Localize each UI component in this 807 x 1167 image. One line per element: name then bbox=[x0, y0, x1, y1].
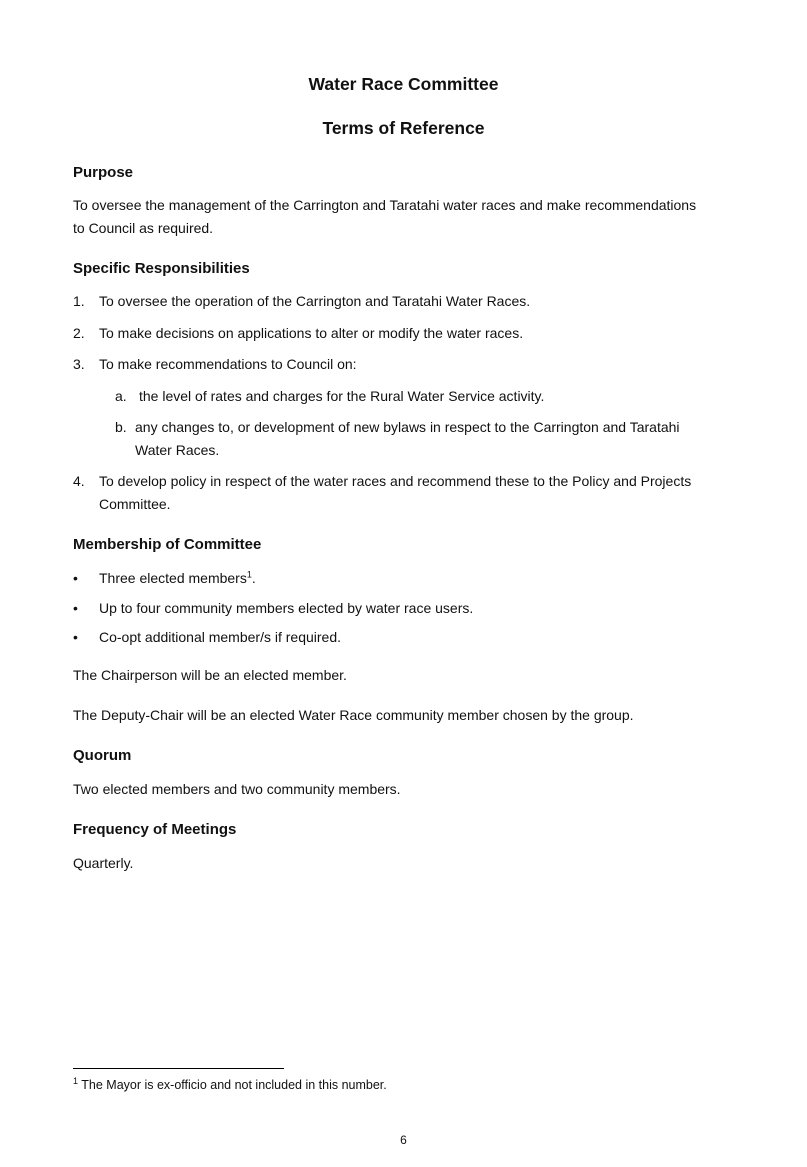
frequency-heading: Frequency of Meetings bbox=[73, 821, 237, 838]
footnote bbox=[73, 1075, 387, 1092]
page-number: 6 bbox=[400, 1133, 407, 1147]
sub-list-text: the level of rates and charges for the Rural Water Service activity. bbox=[139, 388, 545, 404]
list-number: 3. bbox=[73, 356, 85, 372]
purpose-line-1: To oversee the management of the Carrington and Taratahi water races and make recommendations bbox=[73, 197, 697, 213]
footnote-mark: 1 bbox=[73, 1075, 79, 1086]
purpose-heading: Purpose bbox=[73, 164, 134, 181]
footnote-text: The Mayor is ex-officio and not included in this number. bbox=[78, 1078, 387, 1092]
quorum-text: Two elected members and two community members. bbox=[73, 781, 401, 797]
list-text: To make recommendations to Council on: bbox=[99, 356, 357, 372]
bullet-text-end: . bbox=[251, 570, 256, 586]
footnote-reference[interactable]: 1 bbox=[246, 569, 252, 580]
quorum-heading: Quorum bbox=[73, 747, 132, 764]
footnote-separator bbox=[73, 1068, 284, 1069]
bullet-icon: • bbox=[73, 600, 78, 616]
bullet-text bbox=[99, 567, 256, 590]
bullet-icon: • bbox=[73, 570, 78, 586]
frequency-text: Quarterly. bbox=[73, 855, 134, 871]
bullet-text-main: Three elected members bbox=[99, 570, 247, 586]
list-number: 1. bbox=[73, 293, 85, 309]
deputy-chair-text: The Deputy-Chair will be an elected Water Race community member chosen by the group. bbox=[73, 707, 634, 723]
sub-list-text-cont: Water Races. bbox=[135, 442, 220, 458]
list-text: To develop policy in respect of the water races and recommend these to the Policy and Projects bbox=[99, 473, 692, 489]
membership-heading: Membership of Committee bbox=[73, 536, 262, 553]
purpose-text bbox=[73, 194, 743, 240]
sub-list-text: any changes to, or development of new bylaws in respect to the Carrington and Taratahi bbox=[135, 419, 680, 435]
bullet-icon: • bbox=[73, 629, 78, 645]
bullet-text: Up to four community members elected by water race users. bbox=[99, 600, 474, 616]
list-number: 2. bbox=[73, 325, 85, 341]
document-subtitle: Terms of Reference bbox=[322, 118, 485, 138]
list-text: To oversee the operation of the Carrington and Taratahi Water Races. bbox=[99, 293, 531, 309]
sub-list-letter: b. bbox=[115, 419, 127, 435]
list-text: To make decisions on applications to alter or modify the water races. bbox=[99, 325, 524, 341]
purpose-line-2: to Council as required. bbox=[73, 220, 214, 236]
list-text-cont: Committee. bbox=[99, 496, 171, 512]
responsibilities-heading: Specific Responsibilities bbox=[73, 260, 250, 277]
chairperson-text: The Chairperson will be an elected member. bbox=[73, 667, 347, 683]
list-number: 4. bbox=[73, 473, 85, 489]
sub-list-letter: a. bbox=[115, 388, 127, 404]
document-title: Water Race Committee bbox=[308, 74, 499, 94]
bullet-text: Co-opt additional member/s if required. bbox=[99, 629, 342, 645]
